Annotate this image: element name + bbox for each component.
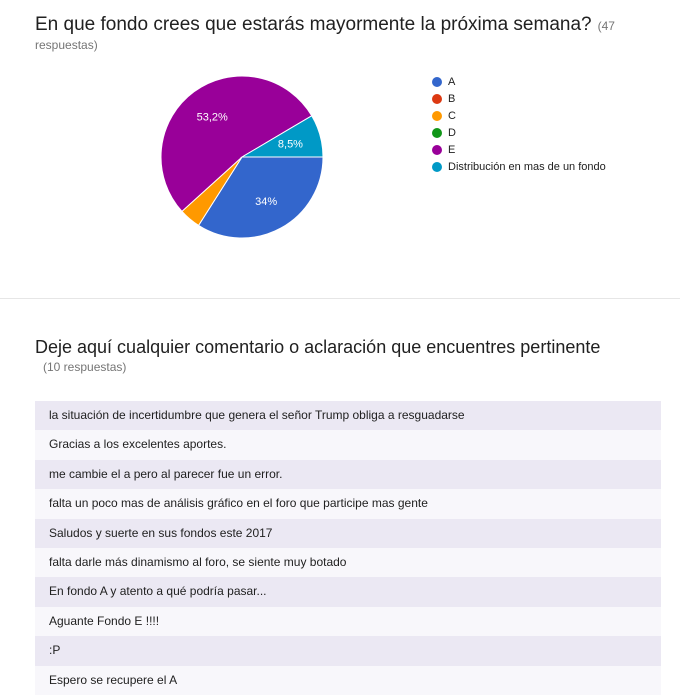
legend-swatch	[432, 94, 442, 104]
pie-data-label: 53,2%	[196, 111, 228, 124]
question-1-header	[35, 14, 675, 54]
legend-label: E	[448, 143, 456, 156]
pie-chart	[160, 75, 324, 239]
answer-item: me cambie el a pero al parecer fue un error.	[35, 460, 661, 489]
legend-swatch	[432, 162, 442, 172]
chart-legend	[432, 73, 606, 175]
legend-item	[432, 141, 606, 158]
pie-data-label: 8,5%	[277, 138, 303, 151]
answer-item: falta darle más dinamismo al foro, se siente muy botado	[35, 548, 661, 577]
legend-swatch	[432, 128, 442, 138]
legend-label: D	[448, 126, 456, 139]
answer-item: Saludos y suerte en sus fondos este 2017	[35, 519, 661, 548]
pie-data-label: 34%	[255, 196, 278, 209]
answer-item: :P	[35, 636, 661, 665]
legend-swatch	[432, 145, 442, 155]
answer-item: Gracias a los excelentes aportes.	[35, 430, 661, 459]
section-divider	[0, 298, 680, 299]
legend-swatch	[432, 77, 442, 87]
legend-swatch	[432, 111, 442, 121]
answer-item: falta un poco mas de análisis gráfico en el foro que participe mas gente	[35, 489, 661, 518]
legend-item	[432, 124, 606, 141]
answers-list	[35, 401, 661, 695]
answer-item: En fondo A y atento a qué podría pasar...	[35, 577, 661, 606]
question-2-title: Deje aquí cualquier comentario o aclaración que encuentres pertinente	[35, 337, 601, 357]
question-2-header	[35, 337, 675, 374]
legend-item	[432, 158, 606, 175]
answer-item: Aguante Fondo E !!!!	[35, 607, 661, 636]
legend-label: A	[448, 75, 456, 88]
legend-item	[432, 90, 606, 107]
answer-item: Espero se recupere el A	[35, 666, 661, 695]
legend-item	[432, 107, 606, 124]
question-2-response-count: (10 respuestas)	[43, 360, 127, 374]
legend-label: B	[448, 92, 456, 105]
legend-label: C	[448, 109, 456, 122]
question-1-title: En que fondo crees que estarás mayormente la próxima semana?	[35, 14, 592, 35]
legend-item	[432, 73, 606, 90]
question-1-response-count: (47 respuestas)	[35, 19, 615, 52]
legend-label: Distribución en mas de un fondo	[448, 160, 606, 173]
answer-item: la situación de incertidumbre que genera el señor Trump obliga a resguadarse	[35, 401, 661, 430]
